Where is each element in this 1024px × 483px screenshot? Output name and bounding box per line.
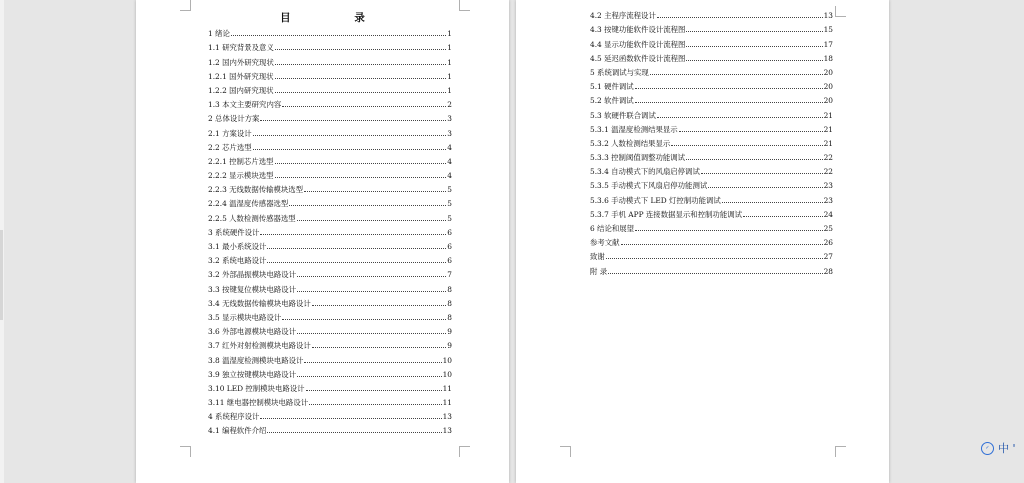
toc-entry[interactable] xyxy=(208,180,452,194)
dot-leader xyxy=(701,173,823,174)
toc-entry-page: 4 xyxy=(447,171,452,181)
toc-entry-page: 5 xyxy=(447,213,452,223)
toc-entry[interactable] xyxy=(208,95,452,109)
toc-entry-page: 1 xyxy=(447,71,452,81)
dot-leader xyxy=(304,191,446,192)
toc-entry[interactable] xyxy=(208,166,452,180)
dot-leader xyxy=(657,17,823,18)
toc-entry-label: 致谢 xyxy=(590,252,605,262)
toc-entry-label: 3.7 红外对射检测模块电路设计 xyxy=(208,341,311,351)
toc-entry[interactable] xyxy=(208,152,452,166)
toc-entry-label: 6 结论和展望 xyxy=(590,224,635,233)
toc-entry[interactable] xyxy=(590,91,833,105)
dot-leader xyxy=(743,216,823,217)
ime-indicator[interactable] xyxy=(981,440,1016,456)
toc-entry-page: 7 xyxy=(447,270,452,280)
toc-entry[interactable] xyxy=(590,49,833,63)
toc-entry-label: 1.3 本文主要研究内容 xyxy=(208,100,282,110)
toc-entry[interactable] xyxy=(590,134,833,148)
dot-leader xyxy=(267,432,441,433)
toc-entry[interactable] xyxy=(208,123,452,137)
dot-leader xyxy=(686,159,823,160)
toc-entry-label: 5.3.2 人数检测结果显示 xyxy=(590,138,671,148)
toc-entry-label: 3.4 无线数据传输模块电路设计 xyxy=(208,298,311,308)
toc-entry-page: 23 xyxy=(823,181,833,191)
dot-leader xyxy=(621,244,823,245)
toc-entry-label: 3 系统硬件设计 xyxy=(208,227,260,237)
toc-entry-page: 6 xyxy=(447,256,452,266)
toc-entry-label: 2.2.3 无线数据传输模块选型 xyxy=(208,185,304,195)
toc-entry-page: 1 xyxy=(447,43,452,53)
toc-entry-page: 11 xyxy=(442,398,452,408)
toc-entry-page: 20 xyxy=(823,82,833,92)
dot-leader xyxy=(304,362,441,363)
dot-leader xyxy=(686,31,822,32)
toc-entry[interactable] xyxy=(208,379,452,393)
toc-entry[interactable] xyxy=(590,162,833,176)
toc-entry[interactable] xyxy=(590,105,833,119)
dot-leader xyxy=(297,376,442,377)
dot-leader xyxy=(309,404,441,405)
toc-entry-label: 2.2.4 温湿度传感器选型 xyxy=(208,199,289,209)
toc-list-right xyxy=(590,6,833,276)
toc-entry[interactable] xyxy=(590,20,833,34)
toc-entry-page: 21 xyxy=(823,110,833,120)
toc-entry-label: 2.2.2 显示模块选型 xyxy=(208,171,274,181)
toc-entry-label: 1.2.2 国内研究现状 xyxy=(208,85,274,95)
toc-entry-page: 3 xyxy=(447,128,452,138)
dot-leader xyxy=(635,88,823,89)
toc-entry-label: 5.2 软件调试 xyxy=(590,96,634,106)
toc-entry-label: 5.1 硬件调试 xyxy=(590,82,634,92)
toc-entry-page: 13 xyxy=(442,426,452,436)
dot-leader xyxy=(297,333,446,334)
dot-leader xyxy=(708,187,822,188)
dot-leader xyxy=(679,131,823,132)
dot-leader xyxy=(312,305,447,306)
toc-entry[interactable] xyxy=(208,265,452,279)
sidebar-handle[interactable] xyxy=(0,230,3,320)
toc-entry-label: 3.5 显示模块电路设计 xyxy=(208,312,282,322)
toc-entry-label: 3.9 独立按键模块电路设计 xyxy=(208,369,297,379)
toc-entry-page: 10 xyxy=(442,369,452,379)
dot-leader xyxy=(657,117,823,118)
toc-entry-label: 1 绪论 xyxy=(208,29,230,39)
toc-entry-page: 9 xyxy=(447,327,452,337)
toc-entry[interactable] xyxy=(590,120,833,134)
toc-entry-label: 2.1 方案设计 xyxy=(208,128,252,138)
toc-entry[interactable] xyxy=(208,279,452,293)
toc-entry[interactable] xyxy=(208,322,452,336)
toc-entry-page: 17 xyxy=(823,39,833,49)
toc-entry-page: 5 xyxy=(447,185,452,195)
toc-entry-page: 5 xyxy=(447,199,452,209)
toc-entry-label: 参考文献 xyxy=(590,238,620,248)
toc-entry[interactable] xyxy=(208,421,452,435)
dot-leader xyxy=(275,78,447,79)
dot-leader xyxy=(297,276,446,277)
toc-entry[interactable] xyxy=(208,52,452,66)
toc-entry-page: 13 xyxy=(823,11,833,21)
toc-entry-label: 4.3 按键功能软件设计流程图 xyxy=(590,25,686,35)
corner-mark xyxy=(459,446,470,457)
ime-icon: ✓ xyxy=(981,442,994,455)
dot-leader xyxy=(253,135,447,136)
toc-entry[interactable] xyxy=(590,261,833,275)
toc-entry-label: 3.1 最小系统设计 xyxy=(208,242,267,251)
toc-entry[interactable] xyxy=(208,194,452,208)
toc-entry-label: 4 系统程序设计 xyxy=(208,412,260,422)
toc-entry-label: 3.6 外部电源模块电路设计 xyxy=(208,327,297,337)
toc-entry-page: 1 xyxy=(447,29,452,39)
dot-leader xyxy=(635,230,823,231)
toc-entry-page: 23 xyxy=(823,195,833,205)
dot-leader xyxy=(275,163,447,164)
dot-leader xyxy=(606,258,823,259)
dot-leader xyxy=(289,205,446,206)
toc-entry-page: 8 xyxy=(447,298,452,308)
dot-leader xyxy=(275,49,446,50)
toc-entry[interactable] xyxy=(208,81,452,95)
toc-entry[interactable] xyxy=(208,237,452,251)
toc-entry-label: 5.3 软硬件联合调试 xyxy=(590,110,656,120)
toc-entry-page: 8 xyxy=(447,312,452,322)
dot-leader xyxy=(312,347,447,348)
ime-text: 中 ' xyxy=(998,442,1016,455)
corner-mark xyxy=(835,6,846,17)
toc-entry-page: 11 xyxy=(442,383,452,393)
toc-entry[interactable] xyxy=(208,38,452,52)
toc-entry-page: 6 xyxy=(447,242,452,251)
dot-leader xyxy=(608,273,822,274)
toc-entry[interactable] xyxy=(208,223,452,237)
toc-entry-label: 5.3.5 手动模式下风扇启停功能测试 xyxy=(590,181,708,191)
toc-entry-label: 5.3.6 手动模式下 LED 灯控制功能调试 xyxy=(590,195,721,205)
toc-entry[interactable] xyxy=(208,350,452,364)
toc-entry-label: 2.2.1 控制芯片选型 xyxy=(208,156,274,166)
toc-entry[interactable] xyxy=(208,308,452,322)
toc-entry[interactable] xyxy=(590,148,833,162)
toc-entry[interactable] xyxy=(208,407,452,421)
toc-entry-page: 27 xyxy=(823,252,833,262)
toc-entry-label: 1.2 国内外研究现状 xyxy=(208,57,274,67)
toc-entry[interactable] xyxy=(590,63,833,77)
toc-entry[interactable] xyxy=(590,205,833,219)
toc-entry-page: 24 xyxy=(823,209,833,219)
toc-entry[interactable] xyxy=(208,365,452,379)
dot-leader xyxy=(671,145,822,146)
toc-entry-page: 6 xyxy=(447,227,452,237)
toc-entry-label: 1.2.1 国外研究现状 xyxy=(208,71,274,81)
toc-entry[interactable] xyxy=(208,109,452,123)
toc-entry-page: 28 xyxy=(823,266,833,276)
dot-leader xyxy=(267,248,446,249)
toc-entry-label: 5.3.4 自动模式下的风扇启停调试 xyxy=(590,167,700,177)
toc-entry[interactable] xyxy=(208,393,452,407)
toc-entry-label: 3.3 按键复位模块电路设计 xyxy=(208,284,297,294)
dot-leader xyxy=(635,102,823,103)
toc-entry-page: 26 xyxy=(823,238,833,248)
toc-entry-page: 20 xyxy=(823,67,833,77)
toc-entry-label: 3.11 继电器控制模块电路设计 xyxy=(208,398,309,408)
toc-list-left xyxy=(208,24,452,435)
corner-mark xyxy=(180,446,191,457)
toc-entry-label: 3.10 LED 控制模块电路设计 xyxy=(208,383,305,393)
toc-entry-label: 5.3.7 手机 APP 连接数据显示和控制功能调试 xyxy=(590,209,742,219)
toc-entry-label: 3.2 外部晶振模块电路设计 xyxy=(208,270,297,280)
toc-entry-label: 5.3.1 温湿度检测结果显示 xyxy=(590,124,678,134)
toc-entry-page: 4 xyxy=(447,156,452,166)
dot-leader xyxy=(275,92,447,93)
toc-entry[interactable] xyxy=(590,34,833,48)
toc-entry-label: 2.2 芯片选型 xyxy=(208,142,252,152)
toc-entry-label: 4.1 编程软件介绍 xyxy=(208,426,267,436)
dot-leader xyxy=(282,106,446,107)
toc-entry[interactable] xyxy=(590,190,833,204)
dot-leader xyxy=(650,74,823,75)
dot-leader xyxy=(267,262,446,263)
corner-mark xyxy=(560,446,571,457)
toc-entry-label: 2 总体设计方案 xyxy=(208,114,260,124)
dot-leader xyxy=(275,177,447,178)
document-page-left xyxy=(136,0,509,483)
toc-entry-page: 21 xyxy=(823,138,833,148)
toc-entry[interactable] xyxy=(590,176,833,190)
toc-entry-label: 5.3.3 控制阈值调整功能调试 xyxy=(590,153,686,163)
toc-entry[interactable] xyxy=(208,67,452,81)
toc-entry-page: 9 xyxy=(447,341,452,351)
toc-entry[interactable] xyxy=(208,208,452,222)
dot-leader xyxy=(260,418,441,419)
toc-entry-page: 22 xyxy=(823,167,833,177)
dot-leader xyxy=(260,120,446,121)
toc-entry-label: 5 系统调试与实现 xyxy=(590,67,649,77)
dot-leader xyxy=(297,291,446,292)
toc-entry[interactable] xyxy=(208,336,452,350)
toc-entry-label: 1.1 研究背景及意义 xyxy=(208,43,274,53)
toc-entry[interactable] xyxy=(590,247,833,261)
toc-entry-label: 4.4 显示功能软件设计流程图 xyxy=(590,39,686,49)
toc-entry-page: 21 xyxy=(823,124,833,134)
dot-leader xyxy=(253,149,447,150)
dot-leader xyxy=(260,234,446,235)
dot-leader xyxy=(297,220,447,221)
toc-entry-page: 22 xyxy=(823,153,833,163)
toc-entry[interactable] xyxy=(208,24,452,38)
corner-mark xyxy=(835,446,846,457)
toc-entry[interactable] xyxy=(208,251,452,265)
dot-leader xyxy=(275,64,446,65)
toc-entry[interactable] xyxy=(590,6,833,20)
toc-entry[interactable] xyxy=(208,294,452,308)
toc-entry-page: 8 xyxy=(447,284,452,294)
document-page-right xyxy=(516,0,889,483)
toc-entry-page: 18 xyxy=(823,53,833,63)
toc-entry[interactable] xyxy=(590,233,833,247)
toc-entry-page: 1 xyxy=(447,57,452,67)
toc-entry-label: 4.5 延迟函数软件设计流程图 xyxy=(590,53,686,63)
toc-entry-page: 15 xyxy=(823,25,833,35)
dot-leader xyxy=(686,46,822,47)
toc-entry-page: 25 xyxy=(823,224,833,233)
toc-entry-page: 3 xyxy=(447,114,452,124)
toc-entry-page: 13 xyxy=(442,412,452,422)
dot-leader xyxy=(306,390,442,391)
toc-entry-page: 20 xyxy=(823,96,833,106)
toc-entry-page: 1 xyxy=(447,85,452,95)
dot-leader xyxy=(231,35,446,36)
toc-entry-label: 2.2.5 人数检测传感器选型 xyxy=(208,213,296,223)
toc-entry[interactable] xyxy=(208,138,452,152)
toc-entry-label: 附 录 xyxy=(590,266,608,276)
toc-entry-page: 2 xyxy=(447,100,452,110)
toc-entry-page: 10 xyxy=(442,355,452,365)
toc-entry-label: 3.2 系统电路设计 xyxy=(208,256,267,266)
dot-leader xyxy=(282,319,446,320)
toc-entry-page: 4 xyxy=(447,142,452,152)
dot-leader xyxy=(722,202,823,203)
dot-leader xyxy=(686,60,822,61)
toc-entry[interactable] xyxy=(590,219,833,233)
toc-entry[interactable] xyxy=(590,77,833,91)
toc-title: 目 录 xyxy=(280,12,365,24)
toc-entry-label: 3.8 温湿度检测模块电路设计 xyxy=(208,355,304,365)
toc-entry-label: 4.2 主程序流程设计 xyxy=(590,11,656,21)
